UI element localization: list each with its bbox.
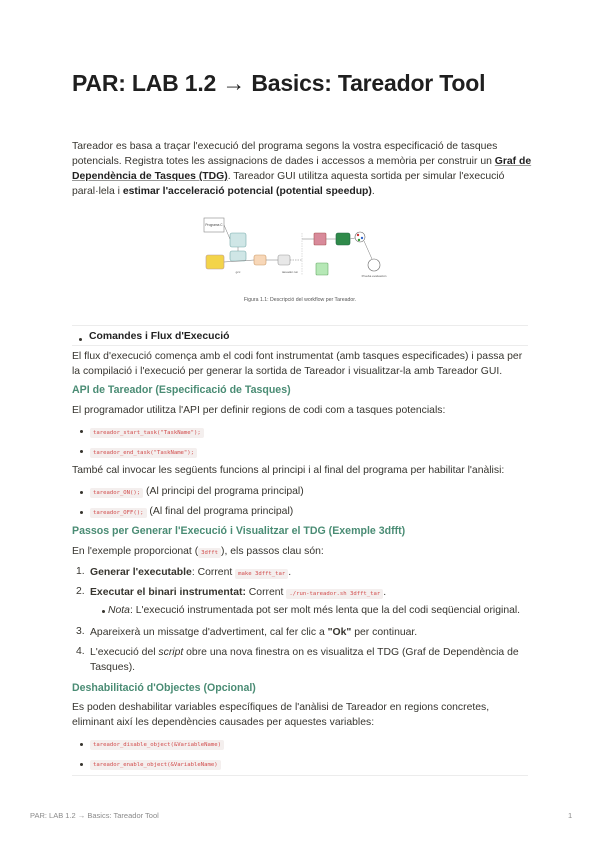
disable-heading: Deshabilitació d'Objectes (Opcional) (72, 682, 256, 694)
figure-caption: Figura 1.1: Descripció del workflow per Tareador. (243, 297, 357, 303)
list-item (90, 756, 221, 773)
diagram-label-right: Prueba evaluación (361, 274, 387, 278)
diagram-box-c (254, 255, 266, 265)
speedup-term: estimar l'acceleració potencial (potential speedup) (122, 186, 372, 197)
api-start-code: tareador_start_task("TaskName"); (90, 428, 204, 438)
diagram-box-d (278, 255, 290, 265)
bullet-dot (80, 450, 83, 453)
example-paragraph: En l'exemple proporcionat ( 3dfft ), els passos clau són: (72, 546, 324, 557)
tdg-term: Graf de Dependència de Tasques (TDG) (72, 156, 532, 182)
diagram-source-label: Programa C (205, 223, 223, 227)
make-code: make 3dfft_tar (235, 569, 288, 579)
flow-paragraph: El flux d'execució comença amb el codi font instrumentat (amb tasques especificades) i passa per la compilació i l'execució per generar la sortida de Tareador i visualitzar-la amb Tareador GUI. (72, 351, 523, 377)
page-title: PAR: LAB 1.2 → Basics: Tareador Tool (72, 70, 486, 96)
steps-heading: Passos per Generar l'Execució i Visualitzar el TDG (Exemple 3dfft) (72, 525, 406, 537)
diagram-box-tdg (206, 255, 224, 269)
step-number: 4. (76, 646, 85, 657)
list-item (90, 424, 204, 441)
section-divider (72, 345, 528, 346)
step-4: L'execució del script obre una nova finestra on es visualitza el TDG (Graf de Dependència de Tasques). (90, 647, 519, 673)
footer-title: PAR: LAB 1.2 → Basics: Tareador Tool (30, 811, 159, 820)
step-3: Apareixerà un missatge d'advertiment, cal fer clic a "Ok" per continuar. (90, 627, 418, 638)
diagram-box-f (336, 233, 350, 245)
bullet-dot (80, 511, 83, 514)
diagram-box-a (230, 233, 246, 247)
disable-paragraph: Es poden deshabilitar variables específiques de l'anàlisi de Tareador en regions concretes, eliminant així les dependències causades per aquestes variables: (72, 702, 490, 728)
diagram-box-g (316, 263, 328, 275)
diagram-box-b (230, 251, 246, 261)
diagram-label-left: gcc (235, 270, 241, 274)
list-item: tareador_ON(); (Al principi del programa principal) (90, 484, 304, 501)
step-2: Executar el binari instrumentat: Corrent ./run-tareador.sh 3dfft_tar . (90, 587, 387, 598)
diagram-node-result (368, 259, 380, 271)
disable-code: tareador_disable_object(&VariableName) (90, 740, 224, 750)
bullet-dot (80, 491, 83, 494)
diagram-label-mid: tareador.run (281, 270, 299, 274)
on-code: tareador_ON(); (90, 488, 143, 498)
list-item: tareador_OFF(); (Al final del programa principal) (90, 504, 293, 521)
note: Nota: L'execució instrumentada pot ser molt més lenta que la del codi seqüencial original. (108, 605, 521, 616)
step-number: 3. (76, 626, 85, 637)
api-heading: API de Tareador (Especificació de Tasques) (72, 384, 291, 396)
example-code: 3dfft (198, 548, 221, 558)
api-paragraph: El programador utilitza l'API per definir regions de codi com a tasques potencials: (72, 405, 446, 416)
diagram-box-e (314, 233, 326, 245)
bullet-dot (80, 763, 83, 766)
off-code: tareador_OFF(); (90, 508, 147, 518)
also-paragraph: També cal invocar les següents funcions al principi i al final del programa per habilitar l'anàlisi: (72, 465, 505, 476)
section-divider-bottom (72, 775, 528, 776)
bullet-dot (102, 610, 105, 613)
page-number: 1 (568, 811, 573, 820)
bullet-dot (80, 430, 83, 433)
bullet-dot (79, 338, 82, 341)
enable-code: tareador_enable_object(&VariableName) (90, 760, 221, 770)
step-number: 2. (76, 586, 85, 597)
workflow-diagram (198, 213, 398, 308)
api-end-code: tareador_end_task("TaskName"); (90, 448, 197, 458)
list-item (90, 444, 197, 461)
intro-paragraph: Tareador es basa a traçar l'execució del programa segons la vostra especificació de tasques potencials. Registra totes les assignacions de dades i accessos a memòria per construir un Graf de Dependència de Tasques (TDG). Tareador GUI utilitza aquesta sortida per simular l'execució paral·lela i estimar l'acceleració potencial (potential speedup). (72, 141, 532, 197)
list-item (90, 736, 224, 753)
section-title: Comandes i Flux d'Execució (89, 331, 230, 342)
run-code: ./run-tareador.sh 3dfft_tar (286, 589, 383, 599)
step-1: Generar l'executable: Corrent make 3dfft_tar . (90, 567, 292, 578)
step-number: 1. (76, 566, 85, 577)
section-divider-top (72, 325, 528, 326)
bullet-dot (80, 743, 83, 746)
